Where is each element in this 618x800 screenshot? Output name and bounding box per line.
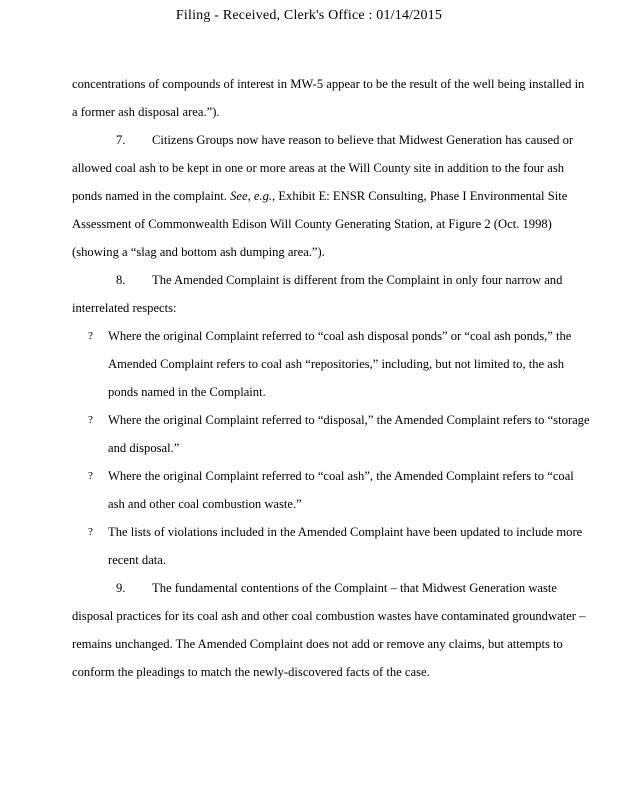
bullet-icon: ?	[88, 526, 93, 538]
paragraph-8	[72, 266, 592, 322]
paragraph-7	[72, 126, 592, 266]
list-item	[88, 406, 592, 462]
amendment-list	[72, 322, 592, 574]
paragraph-number: 7.	[116, 133, 126, 147]
paragraph-text: The Amended Complaint is different from the Complaint in only four narrow and interrelated respects:	[72, 273, 563, 315]
list-item	[88, 462, 592, 518]
paragraph-text: The fundamental contentions of the Complaint – that Midwest Generation waste disposal practices for its coal ash and other coal combustion wastes have contaminated groundwater – remains unchanged. The Amended Complaint does not add or remove any claims, but attempts to conform the pleadings to match the newly-discovered facts of the case.	[72, 581, 586, 679]
filing-header: Filing - Received, Clerk's Office : 01/14/2015	[175, 8, 443, 23]
list-item-text: The lists of violations included in the Amended Complaint have been updated to include more recent data.	[108, 525, 583, 567]
list-item-text: Where the original Complaint referred to “disposal,” the Amended Complaint refers to “storage and disposal.”	[108, 413, 590, 455]
list-item-text: Where the original Complaint referred to “coal ash”, the Amended Complaint refers to “coal ash and other coal combustion waste.”	[108, 469, 574, 511]
paragraph-text: Citizens Groups now have reason to believe that Midwest Generation has caused or allowed coal ash to be kept in one or more areas at the Will County site in addition to the four ash ponds named in the complaint.	[72, 133, 574, 203]
bullet-icon: ?	[88, 414, 93, 426]
paragraph-9	[72, 574, 592, 686]
list-item-text: Where the original Complaint referred to “coal ash disposal ponds” or “coal ash ponds,” the Amended Complaint refers to coal ash “repositories,” including, but not limited to, the ash ponds named in the Complaint.	[108, 329, 572, 399]
paragraph-continuation: concentrations of compounds of interest in MW-5 appear to be the result of the well being installed in a former ash disposal area.”).	[72, 77, 585, 119]
list-item	[88, 322, 592, 406]
bullet-icon: ?	[88, 470, 93, 482]
paragraph-number: 8.	[116, 273, 126, 287]
list-item	[88, 518, 592, 574]
document-body	[72, 70, 592, 686]
citation-signal: See, e.g.,	[230, 189, 276, 203]
paragraph-number: 9.	[116, 581, 126, 595]
paragraph-text-cont: Exhibit E: ENSR Consulting, Phase I Environmental Site Assessment of Commonwealth Edison Will County Generating Station, at Figure 2 (Oct. 1998) (showing a “slag and bottom ash dumping area.”).	[72, 189, 568, 259]
bullet-icon: ?	[88, 330, 93, 342]
